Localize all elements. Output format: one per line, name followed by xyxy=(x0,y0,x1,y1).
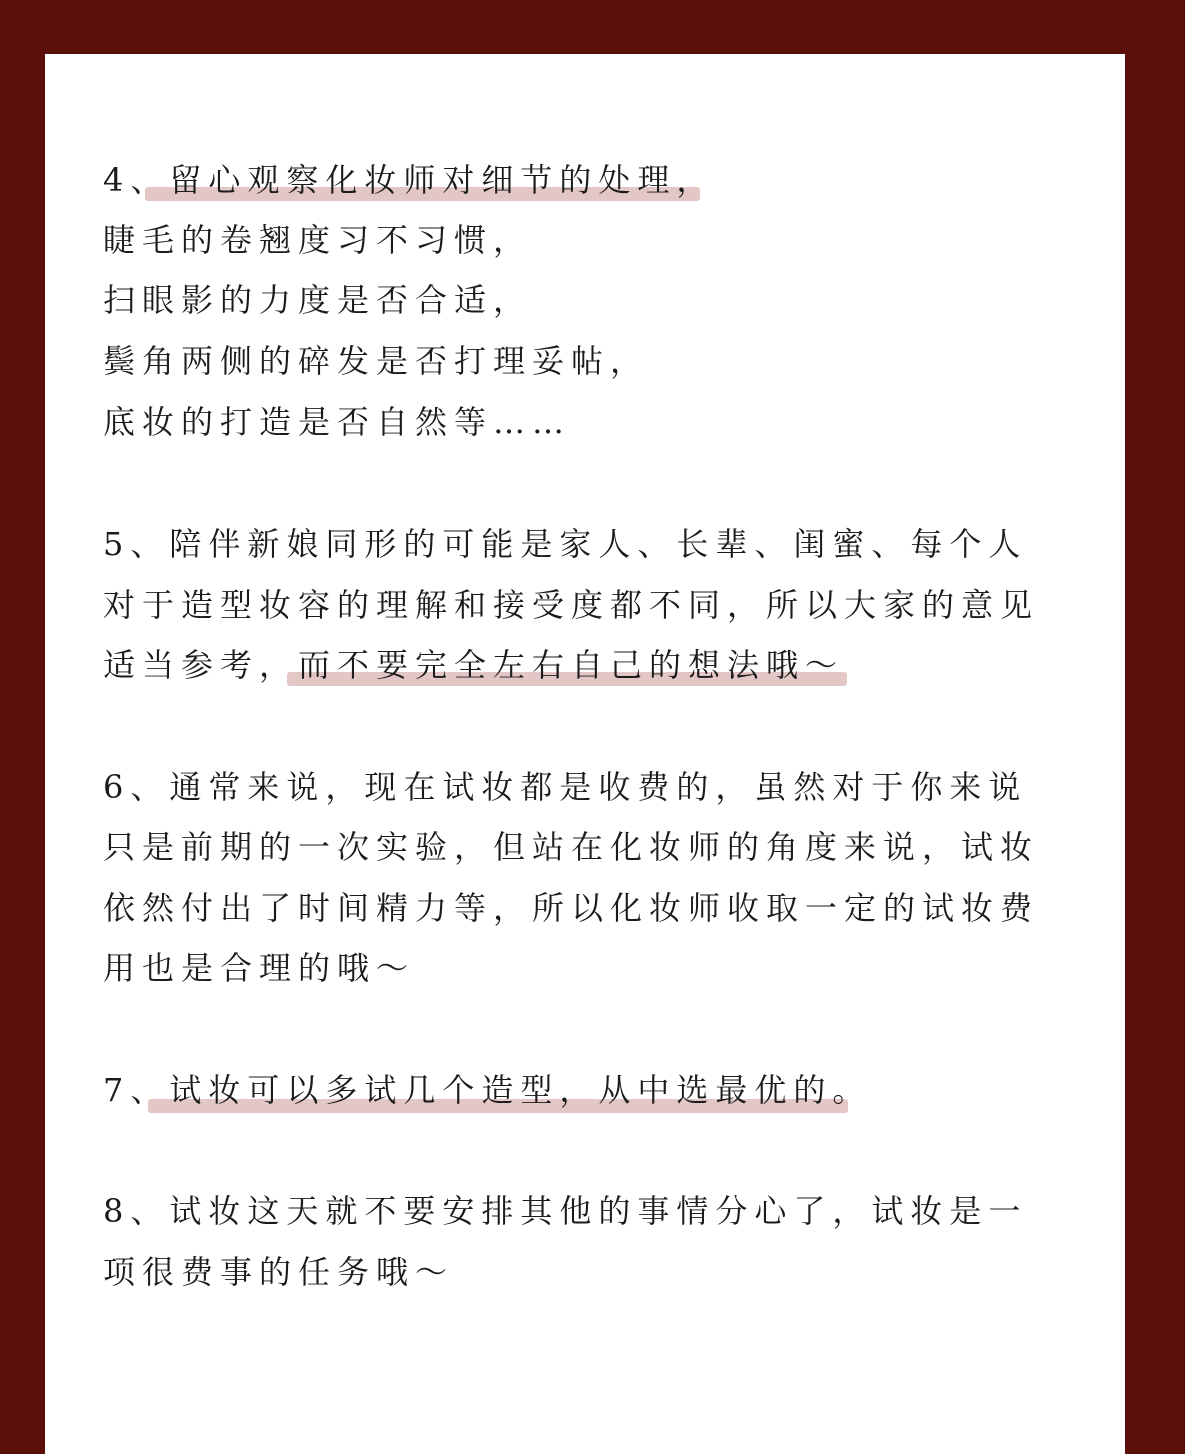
text-line: 底妆的打造是否自然等…… xyxy=(103,403,572,441)
text-line: 对于造型妆容的理解和接受度都不同，所以大家的意见 xyxy=(103,586,1040,624)
text-line: 只是前期的一次实验，但站在化妆师的角度来说，试妆 xyxy=(103,828,1040,866)
text-line: 睫毛的卷翘度习不习惯， xyxy=(103,221,533,259)
text-line: 7、试妆可以多试几个造型，从中选最优的。 xyxy=(103,1071,872,1109)
text-line: 5、陪伴新娘同形的可能是家人、长辈、闺蜜、每个人 xyxy=(103,525,1028,563)
text-line: 4、留心观察化妆师对细节的处理， xyxy=(103,161,716,199)
text-line: 适当参考，而不要完全左右自己的想法哦～ xyxy=(103,646,845,684)
document-page xyxy=(45,54,1125,1454)
text-line: 项很费事的任务哦～ xyxy=(103,1253,455,1291)
text-line: 用也是合理的哦～ xyxy=(103,949,416,987)
text-line: 依然付出了时间精力等，所以化妆师收取一定的试妆费 xyxy=(103,889,1040,927)
text-line: 8、试妆这天就不要安排其他的事情分心了，试妆是一 xyxy=(103,1192,1028,1230)
text-line: 鬓角两侧的碎发是否打理妥帖， xyxy=(103,342,650,380)
text-line: 6、通常来说，现在试妆都是收费的，虽然对于你来说 xyxy=(103,768,1028,806)
text-line: 扫眼影的力度是否合适， xyxy=(103,281,533,319)
